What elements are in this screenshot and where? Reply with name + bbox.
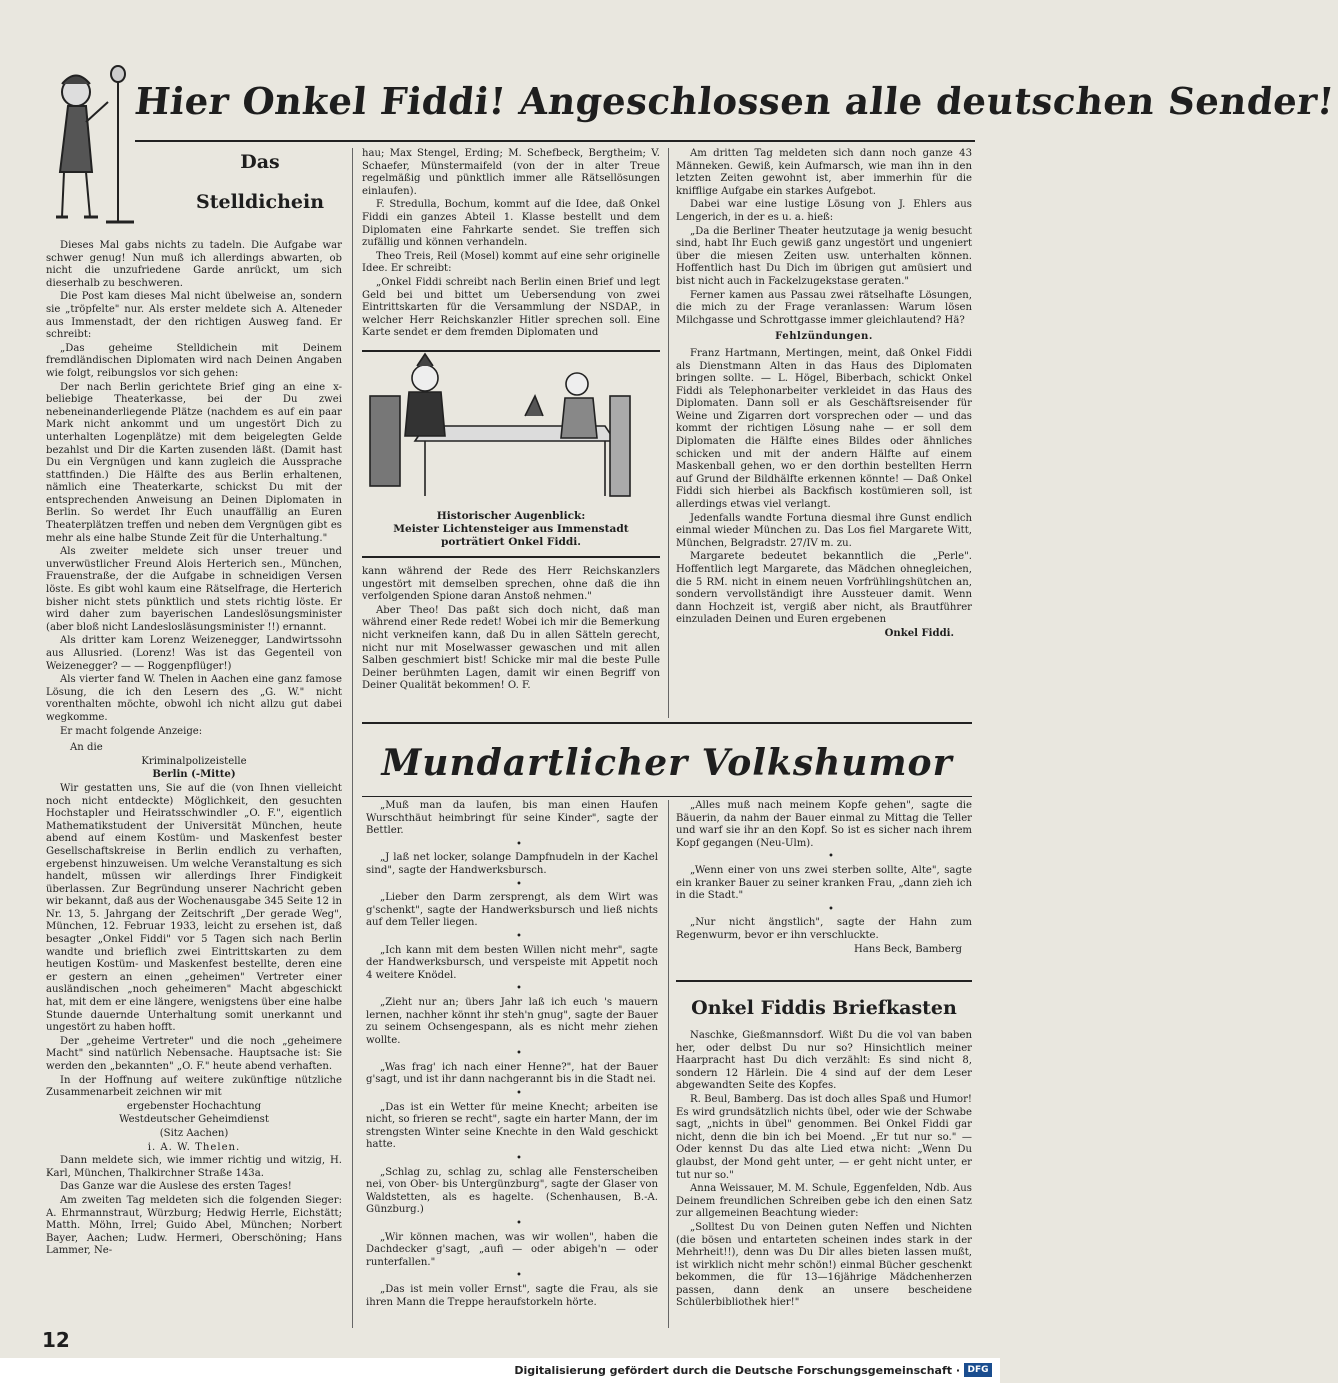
column-3 <box>676 148 972 718</box>
column-2-top <box>362 148 660 348</box>
paragraph: „Da die Berliner Theater heutzutage ja wenig besucht sind, habt Ihr Euch gewiß ganz ungestört und ungeniert über die miesen Zeiten usw. unterhalten können. Hoffentlich hast Du Dich im übrigen gut amüsiert und bist nicht auch in Fackelzugekstase geraten." <box>676 225 972 287</box>
digitization-footer <box>0 1358 1000 1383</box>
section-separator <box>676 980 972 982</box>
joke: „Das ist mein voller Ernst", sagte die Frau, als sie ihren Mann die Treppe heraufstorkeln hörte. <box>366 1283 658 1308</box>
separator-dot: • <box>516 930 522 942</box>
joke: „Schlag zu, schlag zu, schlag alle Fensterscheiben nei, von Ober- bis Untergünzburg", sagte der Glaser von Waldstetten, als es hagelte. (Schenhausen, B.-A. Günzburg.) <box>366 1166 658 1216</box>
paragraph: Das Ganze war die Auslese des ersten Tages! <box>60 1181 292 1193</box>
column-divider <box>668 148 669 718</box>
paragraph: Aber Theo! Das paßt sich doch nicht, daß man während einer Rede redet! Wobei ich mir die Bemerkung nicht verkneifen kann, daß Du in allen Sätteln gerecht, nicht nur mit Moselwasser gewaschen und mit allen Salben geschmiert bist! Schicke mir mal die beste Pulle Deiner berühmten Lagen, damit wir einen Begriff von Deiner Qualität bekommen! O. F. <box>362 604 660 692</box>
address-dept: Kriminalpolizeistelle <box>141 755 247 767</box>
paragraph: „Onkel Fiddi schreibt nach Berlin einen Brief und legt Geld bei und bittet um Uebersendung von zwei Eintrittskarten für die Versammlung der NSDAP., in welcher Herr Reichskanzler Hitler sprechen soll. Eine Karte sendet er dem fremden Diplomaten und <box>362 276 660 339</box>
illustration-caption <box>362 510 660 549</box>
joke: „Was frag' ich nach einer Henne?", hat der Bauer g'sagt, und ist ihr dann nachgerannt bis in die Stadt nei. <box>366 1061 658 1086</box>
paragraph: Als dritter kam Lorenz Weizenegger, Landwirtssohn aus Allusried. (Lorenz! Was ist das Gegenteil von Weizenegger? — — Roggenpflüger!) <box>46 635 342 672</box>
paragraph: Als vierter fand W. Thelen in Aachen eine ganz famose Lösung, die ich den Lesern des „G. W." nicht vorenthalten möchte, obwohl ich nicht allzu gut dabei wegkomme. <box>46 674 342 723</box>
onkel-fiddi-caricature <box>46 62 141 232</box>
letter-reply: Anna Weissauer, M. M. Schule, Eggenfelden, Ndb. Aus Deinem freundlichen Schreiben gebe ich den einen Satz zur allgemeinen Beachtung wieder: <box>676 1183 972 1220</box>
paragraph: Dieses Mal gabs nichts zu tadeln. Die Aufgabe war schwer genug! Nun muß ich allerdings abwarten, ob nicht die unzufriedene Garde anrückt, um sich dieserhalb zu beschweren. <box>46 240 342 289</box>
paragraph: Margarete bedeutet bekanntlich die „Perle". Hoffentlich legt Margarete, das Mädchen ohnegleichen, die 5 RM. nicht in einem neuen Vorfrühlingshütchen an, sondern vervollständigt ihre Aussteuer damit. Wenn dann Hochzeit ist, vergiß aber nicht, als Brautführer einzuladen Deinen und Euren ergebenen <box>676 551 972 626</box>
headline-rule <box>135 140 975 142</box>
paragraph: Theo Treis, Reil (Mosel) kommt auf eine sehr originelle Idee. Er schreibt: <box>362 250 660 275</box>
paragraph: Als zweiter meldete sich unser treuer und unverwüstlicher Freund Alois Herterich sen., München, Frauenstraße, der die Aufgabe in schneidigen Versen löste. Es gibt wohl kaum eine Rätselfrage, die Herterich bisher nicht stets pünktlich und stets richtig löste. Er wird daher zum bayerischen Landeslösungsminister (aber bloß nicht Landeslosläsungsminister !!) ernannt. <box>46 546 342 633</box>
joke: „Wenn einer von uns zwei sterben sollte, Alte", sagte ein kranker Bauer zu seiner kranken Frau, „dann zieh ich in die Stadt." <box>676 864 972 902</box>
separator-dot: • <box>516 1153 522 1165</box>
paragraph: Ferner kamen aus Passau zwei rätselhafte Lösungen, die mich zu der Frage veranlassen: Warum lösen Milchgasse und Schrottgasse immer gleichlautend? Hä? <box>676 289 972 326</box>
author-signature: Onkel Fiddi. <box>884 627 954 639</box>
separator-dot: • <box>516 983 522 995</box>
separator-dot: • <box>516 1270 522 1282</box>
letter-reply: R. Beul, Bamberg. Das ist doch alles Spaß und Humor! Es wird grundsätzlich nichts übel, oder wie der Schwabe sagt, „nichts in übel" genommen. Bei Onkel Fiddi gar nicht, denn die bin ich bei Moend. „Er tut nur so." — Oder kennst Du das alte Lied etwa nicht: „Wenn Du glaubst, der Mond geht unter, — er geht nicht unter, er tut nur so." <box>676 1093 972 1181</box>
joke: „Muß man da laufen, bis man einen Haufen Wurschthäut heimbringt für seine Kinder", sagte der Bettler. <box>366 800 658 837</box>
paragraph: F. Stredulla, Bochum, kommt auf die Idee, daß Onkel Fiddi ein ganzes Abteil 1. Klasse bestellt und dem Diplomaten eine Fahrkarte sendet. Sie treffen sich zufällig und können verhandeln. <box>362 199 660 249</box>
section-title-line2: Stelldichein <box>195 191 325 213</box>
paragraph: Dabei war eine lustige Lösung von J. Ehlers aus Lengerich, in der es u. a. hieß: <box>676 199 972 223</box>
paragraph: Der nach Berlin gerichtete Brief ging an eine x-beliebige Theaterkasse, bei der Du zwei nebeneinanderliegende Plätze (nachdem es auf ein paar Mark nicht ankommt und um ungestört Dich zu unterhalten Logenplätze) mit dem beigelegten Gelde bezahlst und Dir die Karten zusenden läßt. (Damit hast Du ein Vergnügen und kann zugleich die Aussprache stattfinden.) Die Hälfte des aus Berlin erhaltenen, nämlich eine Theaterkarte, schickst Du mit der entsprechenden Anweisung an Deinen Diplomaten in Berlin. So werdet Ihr Euch unauffällig an Euren Theaterplätzen treffen und neben dem Vergnügen gibt es mehr als eine halbe Stunde Zeit für die Unterhaltung." <box>46 381 342 544</box>
column-2-bottom <box>362 566 660 721</box>
joke: „Nur nicht ängstlich", sagte der Hahn zum Regenwurm, bevor er ihn verschluckte. <box>676 917 972 941</box>
joke: „Alles muß nach meinem Kopfe gehen", sagte die Bäuerin, da nahm der Bauer einmal zu Mittag die Teller und warf sie ihr an den Kopf. So ist es sicher nach ihrem Kopf gegangen (Neu-Ulm). <box>676 800 972 849</box>
section-title-line1: Das <box>240 151 280 173</box>
paragraph: Er macht folgende Anzeige: <box>60 725 203 737</box>
paragraph: Die Post kam dieses Mal nicht übelweise an, sondern sie „tröpfelte" nur. Als erster meldete sich A. Alteneder aus Immenstadt, der den richtigen Ausweg fand. Er schreibt: <box>46 291 342 341</box>
illustration-rule-top <box>362 350 660 352</box>
paragraph: kann während der Rede des Herr Reichskanzlers ungestört mit demselben sprechen, ohne daß die ihn verfolgenden Spione daran Anstoß nehmen." <box>362 566 660 603</box>
paragraph: Am dritten Tag meldeten sich dann noch ganze 43 Männeken. Gewiß, kein Aufmarsch, wie man ihn in den letzten Zeiten gewohnt ist, aber immerhin für die knifflige Aufgabe ein starkes Aufgebot. <box>676 148 972 197</box>
section-title-volkshumor: Mundartlicher Volkshumor <box>381 742 953 784</box>
paragraph: Am zweiten Tag meldeten sich die folgenden Sieger: A. Ehrmannstraut, Würzburg; Hedwig Herrle, Eichstätt; Matth. Möhn, Irrel; Guido Abel, München; Norbert Bayer, Aachen; Ludw. Hermeri, Oberschöning; Hans Lammer, Ne- <box>46 1194 342 1257</box>
address-to: An die <box>70 742 103 754</box>
letter-reply: „Solltest Du von Deinen guten Neffen und Nichten (die bösen und entarteten scheinen indes stark in der Mehrheit!!), denn was Du Dir alles bieten lassen mußt, ist wirklich nicht mehr schön!) einmal Bücher geschenkt bekommen, die für 13—16jährige Mädchenherzen passen, dann denk an unsere bescheidene Schülerbibliothek hier!" <box>676 1221 972 1309</box>
joke: „Wir können machen, was wir wollen", haben die Dachdecker g'sagt, „aufi — oder abigeh'n — oder runterfallen." <box>366 1231 658 1268</box>
section-rule <box>362 796 972 797</box>
paragraph: hau; Max Stengel, Erding; M. Schefbeck, Bergtheim; V. Schaefer, Münstermaifeld (von der in alter Treue regelmäßig und pünktlich immer alle Rätsellösungen einlaufen). <box>362 148 660 197</box>
paragraph: Dann meldete sich, wie immer richtig und witzig, H. Karl, München, Thalkirchner Straße 143a. <box>46 1155 342 1179</box>
main-headline: Hier Onkel Fiddi! Angeschlossen alle deutschen Sender! <box>132 79 1337 123</box>
section-separator <box>362 722 972 724</box>
signature-line: ergebenster Hochachtung <box>126 1100 262 1112</box>
separator-dot: • <box>516 838 522 850</box>
separator-dot: • <box>828 903 834 915</box>
illustration-rule-bottom <box>362 556 660 558</box>
column-divider <box>352 148 353 1328</box>
paragraph: Wir gestatten uns, Sie auf die (von Ihnen vielleicht noch nicht entdeckte) Möglichkeit, den gesuchten Hochstapler und Heiratsschwindler „O. F.", eigentlich Mathematikstudent der Universität München, heute abend auf einem Kostüm- und Maskenfest bester Gesellschaftskreise in Berlin endlich zu verhaften, ergebenst hinzuweisen. Um welche Veranstaltung es sich handelt, müssen wir allerdings Ihrer Findigkeit überlassen. Zur Begründung unserer Nachricht geben wir bekannt, daß aus der Wochenausgabe 345 Seite 12 in Nr. 13, 5. Jahrgang der Zeitschrift „Der gerade Weg", München, 12. Februar 1933, leicht zu ersehen ist, daß besagter „Onkel Fiddi" vor 5 Tagen sich nach Berlin wandte und brieflich zwei Eintrittskarten zu dem heutigen Kostüm- und Maskenfest bestellte, deren eine er gestern an einen „geheimen" Vertreter einer ausländischen „noch geheimeren" Macht abgeschickt hat, mit dem er eine längere, wenigstens über eine halbe Stunde dauernde Unterhaltung somit unerkannt und ungestört zu haben hofft. <box>46 782 342 1034</box>
contributor-signature: Hans Beck, Bamberg <box>853 943 962 955</box>
separator-dot: • <box>828 851 834 863</box>
separator-dot: • <box>516 878 522 890</box>
diplomat-meeting-illustration <box>365 356 657 506</box>
joke: „Lieber den Darm zersprengt, als dem Wirt was g'schenkt", sagte der Handwerksbursch und ließ nichts auf dem Teller liegen. <box>366 892 658 929</box>
joke: „Das ist ein Wetter für meine Knecht; arbeiten ise nicht, so frieren se recht", sagte ein harter Mann, der im strengsten Winter seine Knechte in den Wald geschickt hatte. <box>366 1101 658 1151</box>
signature-line: Westdeutscher Geheimdienst <box>119 1114 269 1126</box>
separator-dot: • <box>516 1088 522 1100</box>
column-volkshumor-b <box>676 800 972 975</box>
address-city: Berlin (-Mitte) <box>152 769 236 781</box>
page-number: 12 <box>42 1328 70 1352</box>
letter-reply: Naschke, Gießmannsdorf. Wißt Du die vol van baben her, oder delbst Du nur so? Hinsichtlich meiner Haarpracht hast Du dich verzählt: Es sind nicht 8, sondern 12 Härlein. Die 4 sind auf der dem Leser abgewandten Seite des Kopfes. <box>676 1030 972 1092</box>
separator-dot: • <box>516 1048 522 1060</box>
joke: „J laß net locker, solange Dampfnudeln in der Kachel sind", sagte der Handwerksbursch. <box>366 852 658 876</box>
joke: „Ich kann mit dem besten Willen nicht mehr", sagte der Handwerksbursch, und verspeiste mit Appetit noch 4 weitere Knödel. <box>366 944 658 981</box>
subheading-fehlzuendungen: Fehlzündungen. <box>775 331 873 343</box>
section-title-stelldichein <box>180 148 340 216</box>
paragraph: Franz Hartmann, Mertingen, meint, daß Onkel Fiddi als Dienstmann Alten in das Haus des Diplomaten bringen sollte. — L. Högel, Biberbach, schickt Onkel Fiddi als Telephonarbeiter verkleidet in das Haus des Diplomaten. Dann soll er als Geschäftsreisender für Weine und Zigarren dort vorsprechen oder — und das kommt der richtigen Lösung nahe — er soll dem Diplomaten die Hälfte eines Bildes oder ähnliches schicken und mit der andern Hälfte auf einem Maskenball gehen, wo er den dorthin bestellten Herrn auf Grund der Bildhälfte erkennen könnte! — Daß Onkel Fiddi sich hierbei als Backfisch kostümieren soll, ist allerdings etwas viel verlangt. <box>676 347 972 511</box>
caption-text: Meister Lichtensteiger aus Immenstadt porträtiert Onkel Fiddi. <box>393 523 629 548</box>
column-divider <box>668 800 669 1328</box>
paragraph: In der Hoffnung auf weitere zukünftige nützliche Zusammenarbeit zeichnen wir mit <box>46 1074 342 1099</box>
signature-line: (Sitz Aachen) <box>159 1127 229 1139</box>
section-title-briefkasten: Onkel Fiddis Briefkasten <box>691 997 957 1019</box>
column-briefkasten <box>676 1030 972 1328</box>
paragraph: Der „geheime Vertreter" und die noch „geheimere Macht" sind natürlich Nebensache. Hauptsache ist: Sie werden den „bekannten" „O. F." heute abend verhaften. <box>46 1035 342 1072</box>
separator-dot: • <box>516 1218 522 1229</box>
joke: „Zieht nur an; übers Jahr laß ich euch 's mauern lernen, nachher könnt ihr steh'n gnug", sagte der Bauer zu seinem Ochsengespann, als es nicht mehr ziehen wollte. <box>366 996 658 1046</box>
dfg-logo-icon: DFG <box>964 1363 992 1377</box>
footer-credit: Digitalisierung gefördert durch die Deutsche Forschungsgemeinschaft · <box>514 1364 960 1377</box>
signature-line: i. A. W. Thelen. <box>147 1141 241 1153</box>
paragraph: Jedenfalls wandte Fortuna diesmal ihre Gunst endlich einmal wieder München zu. Das Los fiel Margarete Witt, München, Belgradstr. 27/IV m. zu. <box>676 512 972 549</box>
caption-title: Historischer Augenblick: <box>436 510 586 522</box>
paragraph: „Das geheime Stelldichein mit Deinem fremdländischen Diplomaten wird nach Deinen Angaben wie folgt, reibungslos vor sich gehen: <box>46 342 342 379</box>
column-1 <box>46 240 342 1325</box>
column-volkshumor-a <box>366 800 658 1328</box>
